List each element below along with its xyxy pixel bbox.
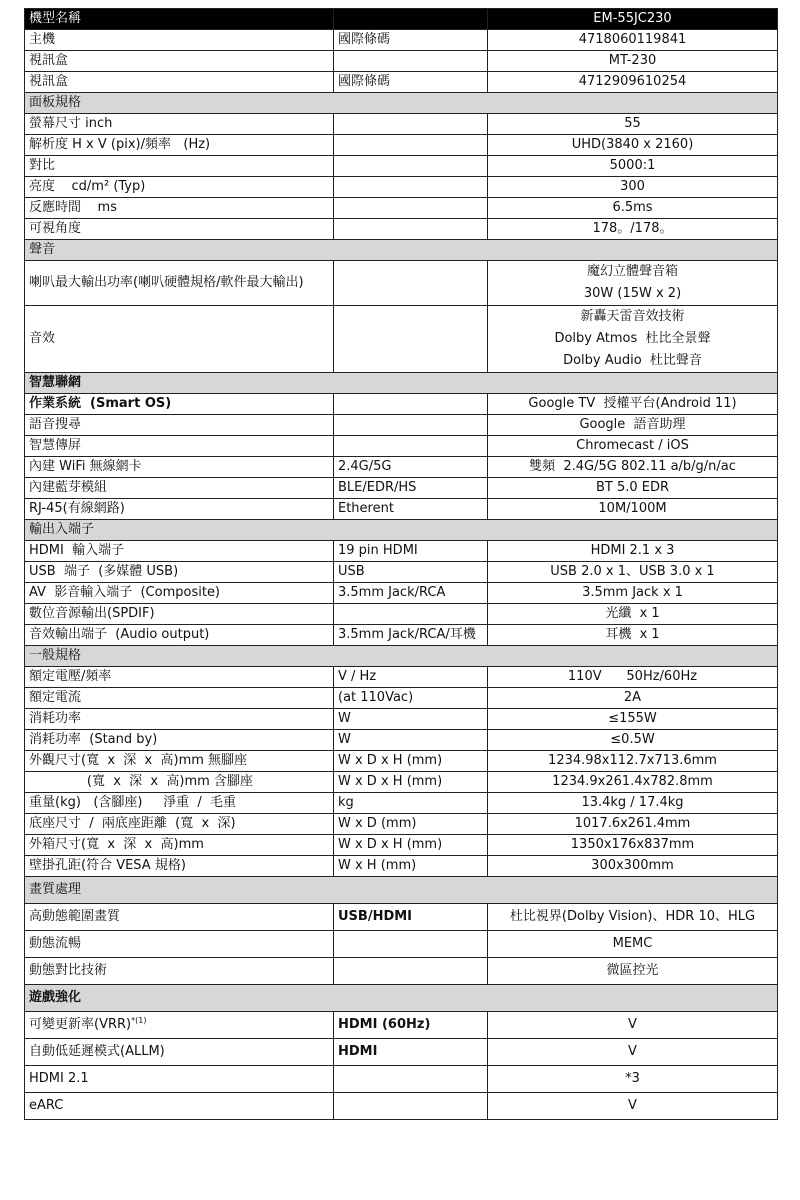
spec-label-cell [25, 814, 334, 835]
spec-row [25, 177, 778, 198]
spec-value: UHD(3840 x 2160) [571, 137, 694, 152]
spec-value: 1234.9x261.4x782.8mm [552, 774, 713, 789]
spec-value: 110V 50Hz/60Hz [567, 669, 698, 684]
spec-row [25, 306, 778, 373]
spec-row [25, 667, 778, 688]
spec-value: 30W (15W x 2) [583, 286, 682, 301]
spec-value-cell [488, 436, 778, 457]
spec-label-cell [25, 457, 334, 478]
model-header-blank [334, 9, 488, 30]
spec-value: 1350x176x837mm [570, 837, 695, 852]
spec-value: 10M/100M [598, 501, 667, 516]
section-header [25, 877, 778, 904]
spec-value-cell [488, 793, 778, 814]
spec-label: HDMI 2.1 [29, 1071, 89, 1086]
spec-label-cell [25, 583, 334, 604]
spec-interface [334, 51, 488, 72]
spec-interface [334, 306, 488, 373]
spec-row [25, 415, 778, 436]
spec-value-cell [488, 730, 778, 751]
spec-value-cell [488, 394, 778, 415]
spec-interface: W x D x H (mm) [334, 751, 488, 772]
section-header [25, 240, 778, 261]
spec-row [25, 478, 778, 499]
spec-interface [334, 436, 488, 457]
spec-interface: USB/HDMI [334, 904, 488, 931]
spec-value-cell [488, 541, 778, 562]
spec-label: 動態對比技術 [29, 963, 108, 978]
spec-label: 動態流暢 [29, 936, 82, 951]
spec-row [25, 394, 778, 415]
spec-label: 音效輸出端子 (Audio output) [29, 627, 210, 642]
spec-row [25, 931, 778, 958]
spec-value: Google 語音助理 [579, 417, 686, 432]
spec-label: 對比 [29, 158, 56, 173]
spec-label: AV 影音輸入端子 (Composite) [29, 585, 221, 600]
spec-row [25, 436, 778, 457]
spec-value: HDMI 2.1 x 3 [590, 543, 675, 558]
spec-value-cell [488, 835, 778, 856]
spec-value: Dolby Audio 杜比聲音 [563, 353, 702, 368]
spec-interface: W x D x H (mm) [334, 772, 488, 793]
spec-label: 智慧傳屏 [29, 438, 82, 453]
spec-label-cell [25, 856, 334, 877]
spec-value: 光纖 x 1 [605, 606, 660, 621]
spec-interface [334, 135, 488, 156]
section-title: 聲音 [25, 240, 778, 261]
spec-label-cell [25, 625, 334, 646]
spec-row [25, 562, 778, 583]
spec-interface: 國際條碼 [334, 30, 488, 51]
spec-label: 內建藍芽模組 [29, 480, 108, 495]
spec-value-cell [488, 51, 778, 72]
spec-value-cell [488, 1039, 778, 1066]
spec-value-cell [488, 457, 778, 478]
spec-value-cell [488, 114, 778, 135]
spec-label-cell [25, 478, 334, 499]
spec-value-cell [488, 261, 778, 306]
spec-value: 耳機 x 1 [605, 627, 660, 642]
spec-label: 解析度 H x V (pix)/頻率 (Hz) [29, 137, 211, 152]
spec-label-cell [25, 904, 334, 931]
spec-value-cell [488, 583, 778, 604]
section-title: 遊戲強化 [25, 985, 778, 1012]
spec-row [25, 835, 778, 856]
spec-interface: V / Hz [334, 667, 488, 688]
spec-value: MEMC [612, 936, 653, 951]
spec-value-cell [488, 625, 778, 646]
spec-value: MT-230 [608, 53, 657, 68]
spec-label: (寬 x 深 x 高)mm 含腳座 [29, 774, 253, 789]
spec-table [24, 8, 778, 1120]
spec-row [25, 261, 778, 306]
spec-label-cell [25, 541, 334, 562]
spec-label-cell [25, 958, 334, 985]
spec-row [25, 688, 778, 709]
spec-value: 55 [624, 116, 641, 131]
spec-interface [334, 261, 488, 306]
spec-label-cell [25, 1066, 334, 1093]
spec-interface: W x D x H (mm) [334, 835, 488, 856]
spec-value: *3 [625, 1071, 640, 1086]
spec-label-cell [25, 219, 334, 240]
spec-label-cell [25, 394, 334, 415]
spec-value-cell [488, 156, 778, 177]
spec-row [25, 72, 778, 93]
spec-label: 額定電壓/頻率 [29, 669, 112, 684]
spec-value: 杜比視界(Dolby Vision)、HDR 10、HLG [509, 909, 756, 924]
spec-row [25, 793, 778, 814]
spec-row [25, 1066, 778, 1093]
spec-label-cell [25, 562, 334, 583]
spec-label: 壁掛孔距(符合 VESA 規格) [29, 858, 186, 873]
spec-label: HDMI 輸入端子 [29, 543, 125, 558]
spec-interface: 2.4G/5G [334, 457, 488, 478]
spec-interface: W x H (mm) [334, 856, 488, 877]
spec-interface [334, 219, 488, 240]
spec-label: 內建 WiFi 無線網卡 [29, 459, 142, 474]
section-header [25, 520, 778, 541]
spec-value-cell [488, 499, 778, 520]
spec-row [25, 1012, 778, 1039]
spec-value: V [628, 1098, 637, 1113]
spec-row [25, 958, 778, 985]
spec-row [25, 772, 778, 793]
spec-interface: kg [334, 793, 488, 814]
spec-interface [334, 415, 488, 436]
spec-label-cell [25, 730, 334, 751]
spec-value-cell [488, 958, 778, 985]
spec-row [25, 114, 778, 135]
spec-value: Dolby Atmos 杜比全景聲 [554, 331, 711, 346]
spec-value: 魔幻立體聲音箱 [586, 264, 678, 279]
spec-label-cell [25, 306, 334, 373]
spec-value-cell [488, 135, 778, 156]
spec-label: 底座尺寸 / 兩底座距離 (寬 x 深) [29, 816, 236, 831]
spec-value-cell [488, 219, 778, 240]
spec-row [25, 1093, 778, 1120]
spec-label: 主機 [29, 32, 56, 47]
spec-value-cell [488, 306, 778, 373]
spec-interface [334, 177, 488, 198]
spec-value: 300x300mm [591, 858, 674, 873]
spec-label: 音效 [29, 331, 56, 346]
spec-label-cell [25, 751, 334, 772]
spec-value-cell [488, 177, 778, 198]
spec-interface [334, 604, 488, 625]
spec-label-cell [25, 667, 334, 688]
spec-interface: Etherent [334, 499, 488, 520]
spec-interface [334, 1093, 488, 1120]
spec-value: 2A [623, 690, 642, 705]
spec-label-cell [25, 114, 334, 135]
spec-interface: 國際條碼 [334, 72, 488, 93]
spec-interface: W x D (mm) [334, 814, 488, 835]
spec-label: 額定電流 [29, 690, 82, 705]
spec-label: 螢幕尺寸 inch [29, 116, 113, 131]
spec-label-cell [25, 177, 334, 198]
spec-value-cell [488, 688, 778, 709]
spec-row [25, 730, 778, 751]
spec-value: 4712909610254 [578, 74, 687, 89]
spec-row [25, 904, 778, 931]
spec-value-cell [488, 751, 778, 772]
section-title: 一般規格 [25, 646, 778, 667]
spec-row [25, 541, 778, 562]
section-header [25, 646, 778, 667]
spec-value: BT 5.0 EDR [595, 480, 670, 495]
spec-interface: HDMI [334, 1039, 488, 1066]
spec-value: ≤155W [608, 711, 657, 726]
spec-interface [334, 114, 488, 135]
spec-label-cell [25, 709, 334, 730]
spec-sheet [24, 8, 777, 1120]
spec-label: 重量(kg) (含腳座) 淨重 / 毛重 [29, 795, 237, 810]
spec-label-cell [25, 772, 334, 793]
spec-label-cell [25, 793, 334, 814]
model-header-row [25, 9, 778, 30]
spec-value: USB 2.0 x 1、USB 3.0 x 1 [550, 564, 715, 579]
spec-label: 喇叭最大輸出功率(喇叭硬體規格/軟件最大輸出) [29, 275, 304, 290]
section-header [25, 373, 778, 394]
footnote-marker: *(1) [131, 1016, 147, 1025]
spec-value-cell [488, 562, 778, 583]
spec-interface: W [334, 730, 488, 751]
section-title: 輸出入端子 [25, 520, 778, 541]
spec-row [25, 751, 778, 772]
spec-label: 高動態範圍畫質 [29, 909, 121, 924]
spec-value: 4718060119841 [578, 32, 687, 47]
spec-value: 1017.6x261.4mm [574, 816, 691, 831]
spec-value-cell [488, 1093, 778, 1120]
spec-value-cell [488, 931, 778, 958]
spec-label: eARC [29, 1098, 64, 1113]
spec-row [25, 814, 778, 835]
spec-value: 178。/178。 [592, 221, 673, 236]
spec-row [25, 156, 778, 177]
spec-interface: W [334, 709, 488, 730]
section-title: 智慧聯網 [25, 373, 778, 394]
spec-value-cell [488, 1066, 778, 1093]
spec-value-cell [488, 198, 778, 219]
spec-value-cell [488, 709, 778, 730]
spec-value: 6.5ms [612, 200, 653, 215]
model-name: EM-55JC230 [488, 9, 778, 30]
spec-label-cell [25, 198, 334, 219]
spec-label-cell [25, 1012, 334, 1039]
spec-value: ≤0.5W [610, 732, 655, 747]
spec-value: 1234.98x112.7x713.6mm [548, 753, 717, 768]
spec-value-cell [488, 30, 778, 51]
spec-value-cell [488, 604, 778, 625]
spec-label: 語音搜尋 [29, 417, 82, 432]
spec-label: 反應時間 ms [29, 200, 117, 215]
spec-interface [334, 958, 488, 985]
spec-label-cell [25, 835, 334, 856]
spec-value: V [628, 1044, 637, 1059]
spec-label-cell [25, 1039, 334, 1066]
spec-interface: 3.5mm Jack/RCA [334, 583, 488, 604]
spec-interface: HDMI (60Hz) [334, 1012, 488, 1039]
spec-table-body [25, 9, 778, 1120]
spec-value: 3.5mm Jack x 1 [582, 585, 683, 600]
spec-label: 自動低延遲模式(ALLM) [29, 1044, 165, 1059]
spec-value-cell [488, 1012, 778, 1039]
spec-label-cell [25, 436, 334, 457]
spec-label: 消耗功率 [29, 711, 82, 726]
spec-value-cell [488, 856, 778, 877]
spec-interface: 3.5mm Jack/RCA/耳機 [334, 625, 488, 646]
spec-label: 作業系統 (Smart OS) [29, 396, 172, 411]
spec-interface [334, 931, 488, 958]
spec-label: 可視角度 [29, 221, 82, 236]
spec-row [25, 1039, 778, 1066]
spec-row [25, 499, 778, 520]
spec-row [25, 709, 778, 730]
spec-label: 外觀尺寸(寬 x 深 x 高)mm 無腳座 [29, 753, 248, 768]
spec-row [25, 51, 778, 72]
spec-value: 微區控光 [606, 963, 659, 978]
spec-value: 雙頻 2.4G/5G 802.11 a/b/g/n/ac [529, 459, 736, 474]
spec-interface [334, 156, 488, 177]
section-title: 畫質處理 [25, 877, 778, 904]
spec-value: V [628, 1017, 637, 1032]
spec-interface: (at 110Vac) [334, 688, 488, 709]
spec-label-cell [25, 156, 334, 177]
spec-interface: USB [334, 562, 488, 583]
section-header [25, 985, 778, 1012]
spec-interface [334, 1066, 488, 1093]
spec-label-cell [25, 604, 334, 625]
spec-label-cell [25, 51, 334, 72]
spec-row [25, 856, 778, 877]
spec-interface: BLE/EDR/HS [334, 478, 488, 499]
spec-label: 視訊盒 [29, 74, 69, 89]
spec-label: 外箱尺寸(寬 x 深 x 高)mm [29, 837, 204, 852]
spec-label: 數位音源輸出(SPDIF) [29, 606, 155, 621]
spec-value: 300 [620, 179, 645, 194]
spec-value-cell [488, 667, 778, 688]
spec-label: 可變更新率(VRR) [29, 1017, 132, 1032]
spec-label: 消耗功率 (Stand by) [29, 732, 158, 747]
spec-value: Chromecast / iOS [576, 438, 689, 453]
section-title: 面板規格 [25, 93, 778, 114]
spec-row [25, 198, 778, 219]
spec-value-cell [488, 415, 778, 436]
spec-interface: 19 pin HDMI [334, 541, 488, 562]
spec-label-cell [25, 415, 334, 436]
spec-value: 新轟天雷音效技術 [580, 309, 685, 324]
spec-value-cell [488, 72, 778, 93]
spec-label-cell [25, 499, 334, 520]
spec-label-cell [25, 931, 334, 958]
spec-label-cell [25, 261, 334, 306]
spec-interface [334, 394, 488, 415]
spec-label: RJ-45(有線網路) [29, 501, 125, 516]
spec-value: Google TV 授權平台(Android 11) [528, 396, 737, 411]
spec-interface [334, 198, 488, 219]
model-label: 機型名稱 [25, 9, 334, 30]
spec-label-cell [25, 30, 334, 51]
spec-value: 5000:1 [609, 158, 656, 173]
spec-label: 視訊盒 [29, 53, 69, 68]
spec-label: USB 端子 (多媒體 USB) [29, 564, 179, 579]
spec-row [25, 30, 778, 51]
spec-value-cell [488, 904, 778, 931]
spec-row [25, 625, 778, 646]
spec-row [25, 583, 778, 604]
spec-label-cell [25, 688, 334, 709]
spec-label-cell [25, 72, 334, 93]
spec-row [25, 219, 778, 240]
section-header [25, 93, 778, 114]
spec-value-cell [488, 814, 778, 835]
spec-value-cell [488, 478, 778, 499]
spec-label-cell [25, 1093, 334, 1120]
spec-row [25, 457, 778, 478]
spec-label: 亮度 cd/m² (Typ) [29, 179, 146, 194]
spec-label-cell [25, 135, 334, 156]
spec-value: 13.4kg / 17.4kg [581, 795, 684, 810]
spec-row [25, 135, 778, 156]
spec-value-cell [488, 772, 778, 793]
spec-row [25, 604, 778, 625]
